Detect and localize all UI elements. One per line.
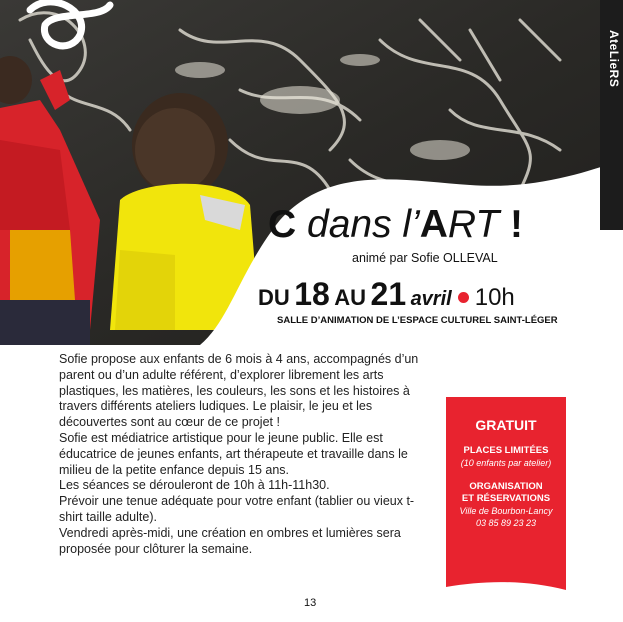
info-places: PLACES LIMITÉES (463, 445, 549, 456)
event-title (268, 203, 523, 247)
info-organisation: ORGANISATION (469, 481, 543, 492)
event-venue: SALLE D’ANIMATION DE L’ESPACE CULTUREL SAINT-LÉGER (277, 315, 558, 326)
dates-hour: 10h (474, 284, 515, 311)
title-part-rt: RT (447, 203, 500, 246)
event-description (59, 352, 431, 557)
title-part-c: C (268, 203, 297, 246)
info-free: GRATUIT (475, 417, 537, 433)
info-box (446, 397, 566, 590)
red-dot-icon (458, 292, 469, 303)
event-dates (258, 276, 515, 313)
page-number: 13 (304, 597, 317, 609)
info-reservations: ET RÉSERVATIONS (461, 493, 551, 504)
section-tab-label: AteLieRS (607, 30, 621, 88)
section-tab (600, 0, 623, 230)
title-part-dans: dans l’ (296, 203, 420, 246)
description-paragraph: Les séances se dérouleront de 10h à 11h-11h30. (59, 478, 330, 493)
event-subtitle: animé par Sofie OLLEVAL (352, 251, 498, 265)
title-part-exclamation: ! (499, 203, 524, 246)
description-paragraph: Sofie propose aux enfants de 6 mois à 4 ans, accompagnés d’un parent ou d’un adulte référent, d’explorer librement les arts plastiques, les matières, les couleurs, les sons et les histoires à travers différents ateliers ludiques. Le plaisir, le jeu et les découvertes sont au cœur de ce projet ! (59, 352, 419, 430)
dates-au: AU (334, 285, 367, 310)
dates-day-start: 18 (294, 276, 330, 312)
title-part-a: A (419, 203, 448, 246)
info-phone: 03 85 89 23 23 (475, 518, 537, 528)
info-places-detail: (10 enfants par atelier) (460, 458, 552, 468)
dates-day-end: 21 (370, 276, 407, 312)
dates-month: avril (410, 288, 452, 310)
description-paragraph: Prévoir une tenue adéquate pour votre enfant (tablier ou vieux t-shirt taille adulte). (59, 494, 415, 524)
info-contact: Ville de Bourbon-Lancy (459, 506, 553, 516)
dates-du: DU (258, 285, 290, 310)
description-paragraph: Sofie est médiatrice artistique pour le jeune public. Elle est éducatrice de jeunes enfants, art thérapeute et travaille dans le milieu de la petite enfance depuis 15 ans. (59, 430, 408, 477)
description-paragraph: Vendredi après-midi, une création en ombres et lumières sera proposée pour clôturer la semaine. (59, 525, 401, 556)
